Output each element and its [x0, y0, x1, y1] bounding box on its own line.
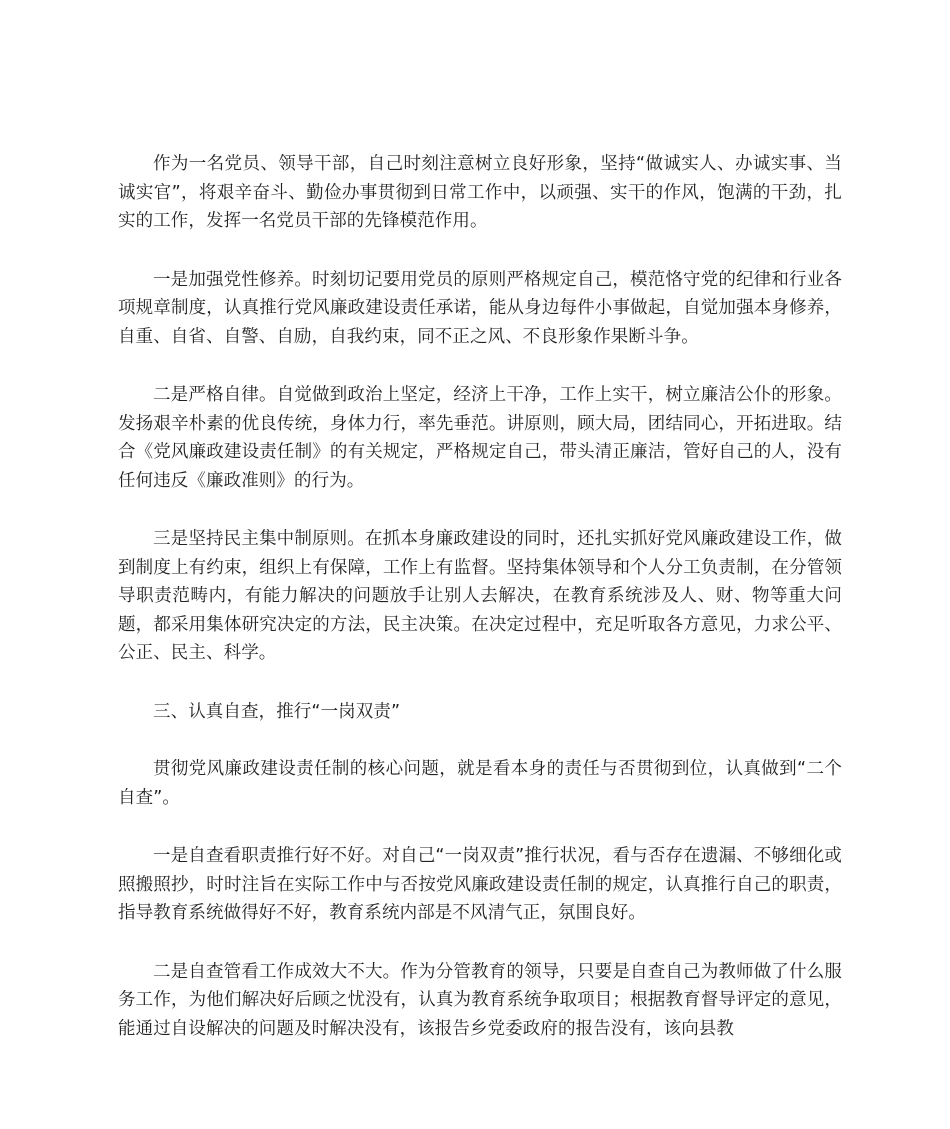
paragraph-point-2: 二是严格自律。自觉做到政治上坚定，经济上干净，工作上实干，树立廉洁公仆的形象。发扬艰辛朴素的优良传统，身体力行，率先垂范。讲原则，顾大局，团结同心，开拓进取。结合《党风廉政建设责任制》的有关规定，严格规定自己，带头清正廉洁，管好自己的人，没有任何违反《廉政准则》的行为。 — [118, 385, 842, 491]
paragraph-section-intro: 贯彻党风廉政建设责任制的核心问题，就是看本身的责任与否贯彻到位，认真做到“二个自查”。 — [118, 759, 842, 808]
document-page — [118, 150, 842, 1073]
section-heading: 三、认真自查，推行“一岗双责” — [153, 701, 401, 722]
paragraph-point-1: 一是加强党性修养。时刻切记要用党员的原则严格规定自己，模范恪守党的纪律和行业各项规章制度，认真推行党风廉政建设责任承诺，能从身边每件小事做起，自觉加强本身修养，自重、自省、自警、自励，自我约束，同不正之风、不良形象作果断斗争。 — [118, 269, 842, 347]
paragraph-intro: 作为一名党员、领导干部，自己时刻注意树立良好形象，坚持“做诚实人、办诚实事、当诚实官”，将艰辛奋斗、勤俭办事贯彻到日常工作中，以顽强、实干的作风，饱满的干劲，扎实的工作，发挥一名党员干部的先锋模范作用。 — [118, 154, 842, 231]
paragraph-point-3: 三是坚持民主集中制原则。在抓本身廉政建设的同时，还扎实抓好党风廉政建设工作，做到制度上有约束，组织上有保障，工作上有监督。坚持集体领导和个人分工负责制，在分管领导职责范畴内，有能力解决的问题放手让别人去解决，在教育系统涉及人、财、物等重大问题，都采用集体研究决定的方法，民主决策。在决定过程中，充足听取各方意见，力求公平、公正、民主、科学。 — [118, 529, 842, 663]
paragraph-check-2: 二是自查管看工作成效大不大。作为分管教育的领导，只要是自查自己为教师做了什么服务工作，为他们解决好后顾之忧没有，认真为教育系统争取项目；根据教育督导评定的意见，能通过自设解决的问题及时解决没有，该报告乡党委政府的报告没有，该向县教 — [118, 961, 842, 1039]
paragraph-check-1: 一是自查看职责推行好不好。对自己“一岗双责”推行状况，看与否存在遗漏、不够细化或照搬照抄，时时注旨在实际工作中与否按党风廉政建设责任制的规定，认真推行自己的职责，指导教育系统做得好不好，教育系统内部是不风清气正，氛围良好。 — [118, 846, 842, 923]
